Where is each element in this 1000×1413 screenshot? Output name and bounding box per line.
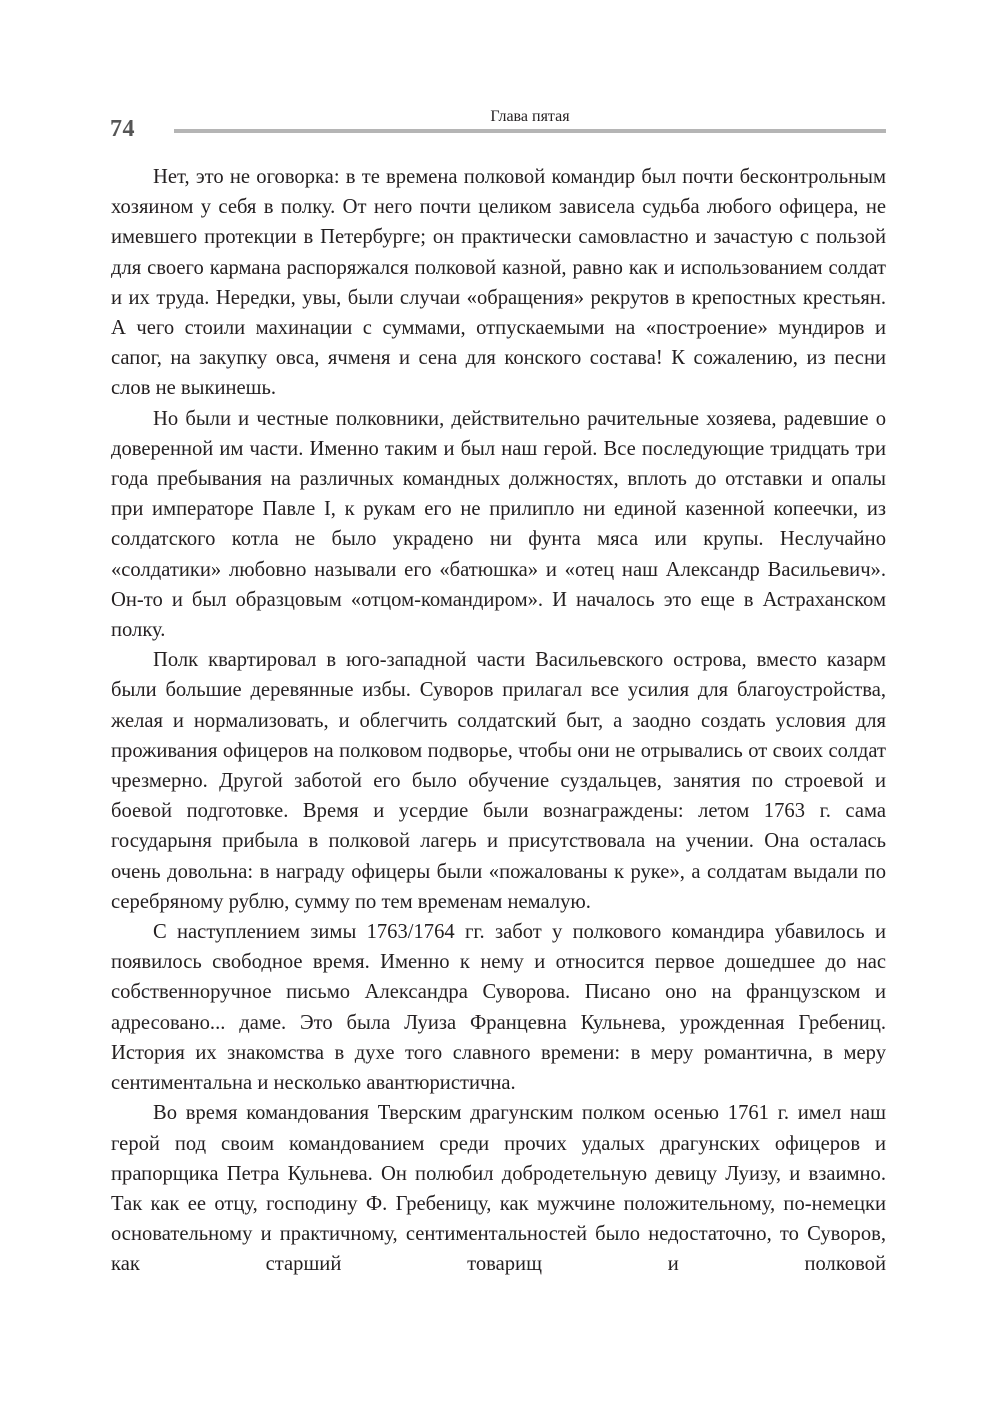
page-number: 74 [110, 116, 135, 142]
page-body [111, 162, 886, 1280]
paragraph: Полк квартировал в юго-западной части Васильевского острова, вместо казарм были большие деревянные избы. Суворов прилагал все усилия для благоустройства, желая и нормализовать, и облегчить солдатский быт, а заодно создать условия для проживания офицеров на полковом подворье, чтобы они не отрывались от своих солдат чрезмерно. Другой заботой его было обучение суздальцев, занятия по строевой и боевой подготовке. Время и усердие были вознаграждены: летом 1763 г. сама государыня прибыла в полковой лагерь и присутствовала на учении. Она осталась очень довольна: в награду офицеры были «пожалованы к руке», а солдатам выдали по серебряному рублю, сумму по тем временам немалую. [111, 649, 886, 913]
paragraph: Во время командования Тверским драгунским полком осенью 1761 г. имел наш герой под своим командованием среди прочих удалых драгунских офицеров и прапорщика Петра Кульнева. Он полюбил добродетельную девицу Луизу, и взаимно. Так как ее отцу, господину Ф. Гребеницу, как мужчине положительному, по-немецки основательному и практичному, сентиментальностей было недостаточно, то Суворов, как старший товарищ и полковой [111, 1102, 886, 1276]
paragraph: С наступлением зимы 1763/1764 гг. забот у полкового командира убавилось и появилось свободное время. Именно к нему и относится первое дошедшее до нас собственноручное письмо Александра Суворова. Писано оно на французском и адресовано... даме. Это была Луиза Францевна Кульнева, урожденная Гребениц. История их знакомства в духе того славного времени: в меру романтична, в меру сентиментальна и несколько авантюристична. [111, 921, 886, 1095]
header-rule [174, 129, 886, 133]
paragraph: Нет, это не оговорка: в те времена полковой командир был почти бесконтрольным хозяином у себя в полку. От него почти целиком зависела судьба любого офицера, не имевшего протекции в Петербурге; он практически самовластно и зачастую с пользой для своего кармана распоряжался полковой казной, равно как и использованием солдат и их труда. Нередки, увы, были случаи «обращения» рекрутов в крепостных крестьян. А чего стоили махинации с суммами, отпускаемыми на «построение» мундиров и сапог, на закупку овса, ячменя и сена для конского состава! К сожалению, из песни слов не выкинешь. [111, 166, 886, 400]
paragraph: Но были и честные полковники, действительно рачительные хозяева, радевшие о доверенной им части. Именно таким и был наш герой. Все последующие тридцать три года пребывания на различных командных должностях, вплоть до отставки и опалы при императоре Павле I, к рукам его не прилипло ни единой казенной копеечки, из солдатского котла не было украдено ни фунта мяса или крупы. Неслучайно «солдатики» любовно называли его «батюшка» и «отец наш Александр Васильевич». Он-то и был образцовым «отцом-командиром». И началось это еще в Астраханском полку. [111, 407, 886, 642]
running-head: Глава пятая [490, 108, 570, 125]
